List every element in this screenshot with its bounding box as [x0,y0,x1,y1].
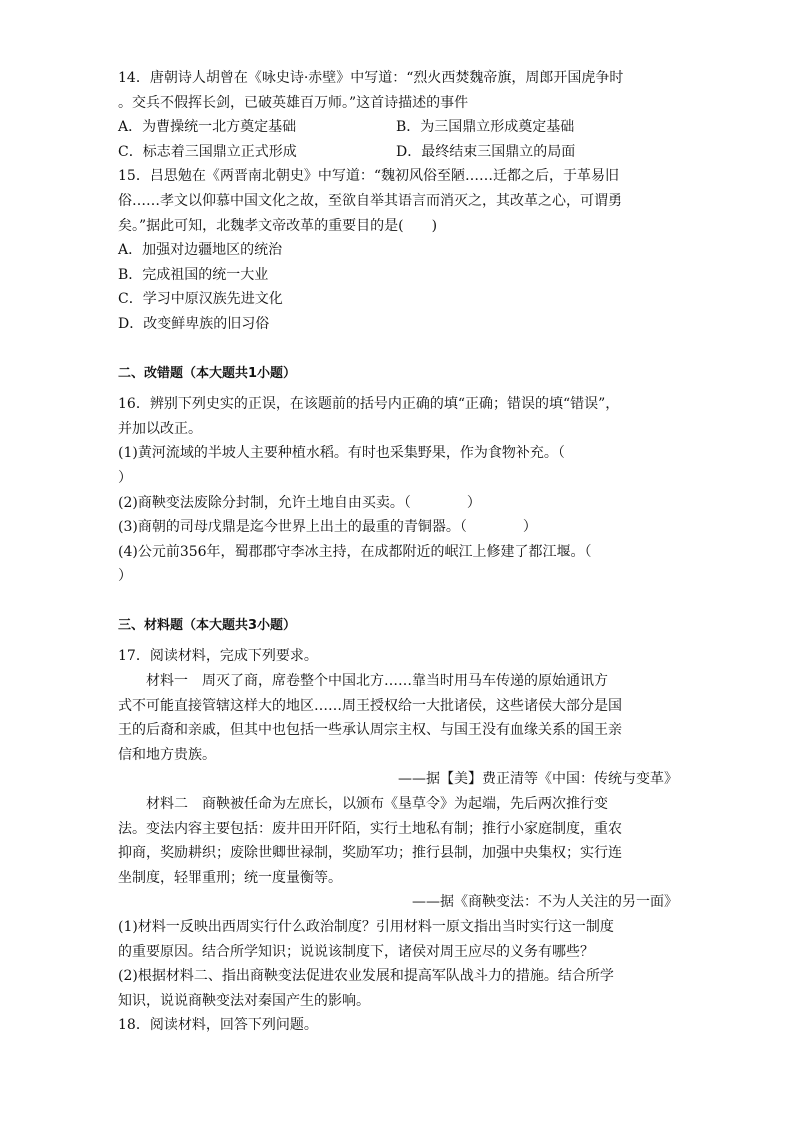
material-2-line: 材料二 商鞅被任命为左庶长，以颁布《垦草令》为起端，先后两次推行变 [146,796,608,813]
question-16-line: 16．辨别下列史实的正误，在该题前的括号内正确的填“正确；错误的填“错误”， [118,396,620,413]
material-2-line: 坐制度，轻罪重刑；统一度量衡等。 [118,869,342,886]
question-16-line: (2)商鞅变法废除分封制，允许土地自由买卖。（ ） [118,494,481,511]
question-17-subquestion-line: 知识，说说商鞅变法对秦国产生的影响。 [118,992,370,1009]
material-1-line: 信和地方贵族。 [118,746,216,763]
question-17-subquestion-line: (2)根据材料二、指出商鞅变法促进农业发展和提高军队战斗力的措施。结合所学 [118,968,614,985]
question-15 [118,164,678,336]
question-18 [118,1013,678,1038]
material-2-line: 法。变法内容主要包括：废井田开阡陌，实行土地私有制；推行小家庭制度，重农 [118,820,622,837]
material-2-line: 抑商，奖励耕织；废除世卿世禄制，奖励军功；推行县制，加强中央集权；实行连 [118,845,622,862]
question-16-line: ） [118,568,132,585]
option-d: D．改变鲜卑族的旧习俗 [118,315,270,332]
option-b: B．为三国鼎立形成奠定基础 [396,119,575,136]
question-14-stem-line: 。交兵不假挥长剑，已破英雄百万师。”这首诗描述的事件 [118,94,469,111]
exam-page [118,66,678,1038]
question-16-line: (3)商朝的司母戊鼎是迄今世界上出土的最重的青铜器。（ ） [118,519,537,536]
question-14-options-row [118,115,678,140]
question-15-stem-line: 15．吕思勉在《两晋南北朝史》中写道：“魏初风俗至陋……迁都之后，于革易旧 [118,168,619,185]
question-17 [118,644,678,1013]
question-14 [118,66,678,164]
question-14-stem-line: 14．唐朝诗人胡曾在《咏史诗·赤壁》中写道：“烈火西焚魏帝旗，周郎开国虎争时 [118,70,624,86]
question-18-intro: 18．阅读材料，回答下列问题。 [118,1017,318,1034]
question-16-line: (4)公元前356年，蜀郡郡守李冰主持，在成都附近的岷江上修建了都江堰。（ [118,543,592,560]
material-2-source: ——据《商鞅变法：不为人关注的另一面》 [412,894,678,911]
question-15-stem-line: 俗……孝文以仰慕中国文化之故，至欲自举其语言而消灭之，其改革之心，可谓勇 [118,192,622,209]
material-1-line: 材料一 周灭了商，席卷整个中国北方……靠当时用马车传递的原始通讯方 [146,673,608,690]
option-c: C．学习中原汉族先进文化 [118,291,283,308]
section-heading-material: 三、材料题（本大题共3小题） [118,617,297,633]
question-16-line: 并加以改正。 [118,420,202,437]
question-16-line: (1)黄河流域的半坡人主要种植水稻。有时也采集野果，作为食物补充。（ [118,445,565,462]
option-d: D．最终结束三国鼎立的局面 [396,143,576,160]
question-16-line: ） [118,469,132,486]
option-a: A．为曹操统一北方奠定基础 [118,119,297,136]
section-heading-correction: 二、改错题（本大题共1小题） [118,365,297,381]
material-1-source: ——据【美】费正清等《中国：传统与变革》 [398,771,678,788]
question-14-options-row [118,140,678,165]
option-c: C．标志着三国鼎立正式形成 [118,143,297,160]
question-17-subquestion-line: (1)材料一反映出西周实行什么政治制度？引用材料一原文指出当时实行这一制度 [118,919,614,935]
option-a: A．加强对边疆地区的统治 [118,242,283,259]
question-15-stem-line: 矣。”据此可知，北魏孝文帝改革的重要目的是( ) [118,217,438,234]
option-b: B．完成祖国的统一大业 [118,266,269,283]
question-17-intro: 17．阅读材料，完成下列要求。 [118,648,318,665]
question-17-subquestion-line: 的重要原因。结合所学知识；说说该制度下，诸侯对周王应尽的义务有哪些？ [118,943,594,960]
material-1-line: 王的后裔和亲戚，但其中也包括一些承认周宗主权、与国王没有血缘关系的国王亲 [118,722,622,739]
material-1-line: 式不可能直接管辖这样大的地区……周王授权给一大批诸侯，这些诸侯大部分是国 [118,697,622,714]
question-16 [118,392,678,589]
